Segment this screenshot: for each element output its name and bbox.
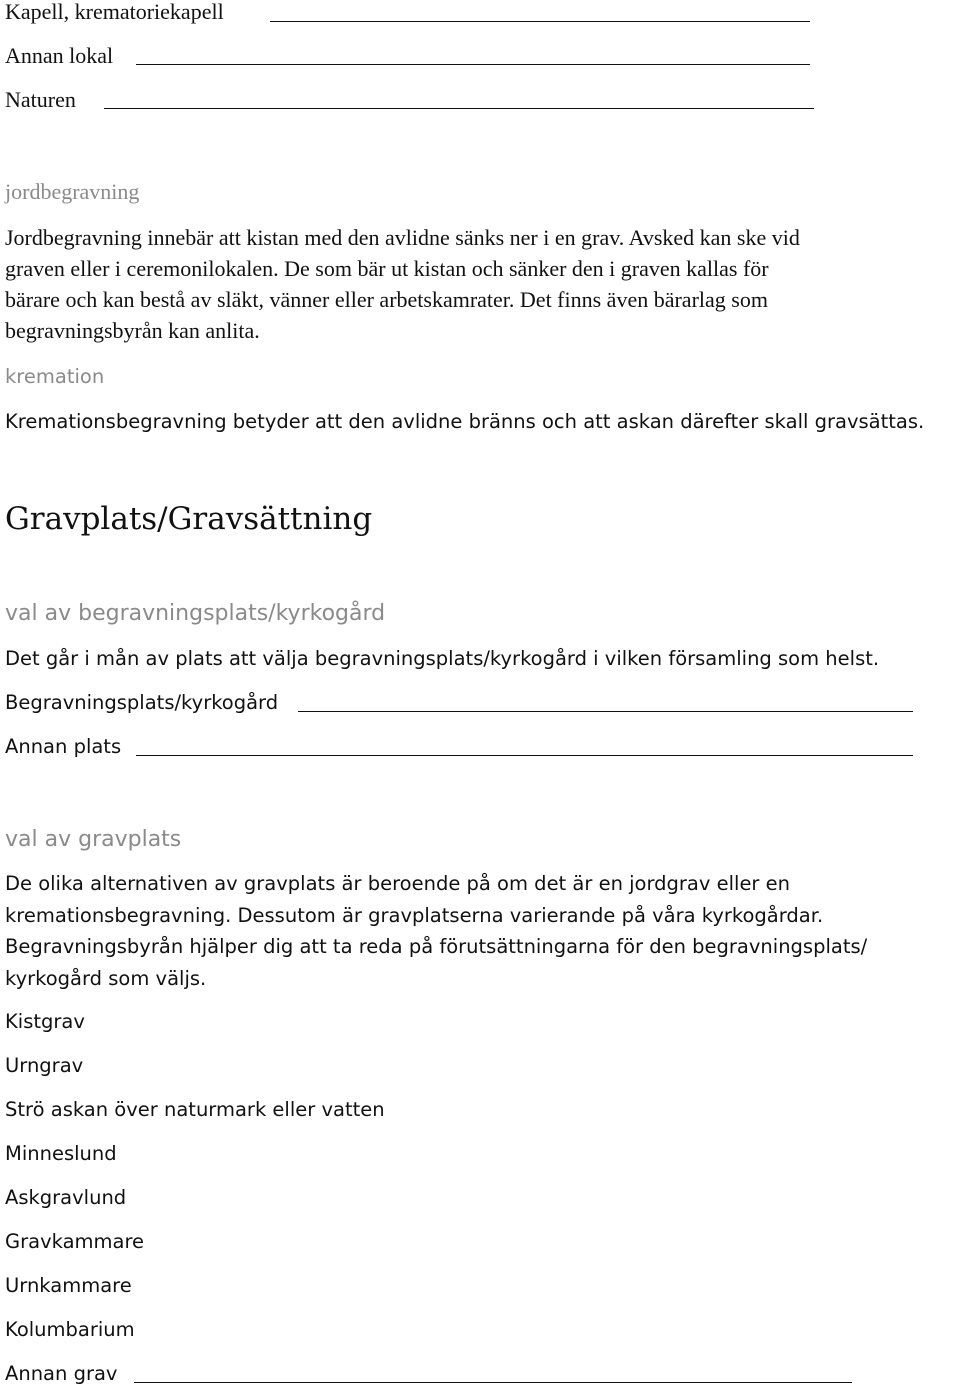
jordbegravning-line: bärare och kan bestå av släkt, vänner eller arbetskamrater. Det finns även bärarlag som bbox=[5, 287, 768, 312]
fill-line-naturen[interactable] bbox=[104, 108, 814, 109]
fill-line-begravningsplats[interactable] bbox=[298, 711, 913, 712]
heading-val-av-begravningsplats: val av begravningsplats/kyrkogård bbox=[5, 601, 386, 626]
heading-kremation: kremation bbox=[5, 365, 105, 388]
option-askgravlund: Askgravlund bbox=[5, 1186, 127, 1209]
gravplats-text-line: Begravningsbyrån hjälper dig att ta reda på förutsättningarna för den begravningsplats/ bbox=[5, 935, 868, 958]
heading-jordbegravning: jordbegravning bbox=[5, 179, 140, 204]
option-gravkammare: Gravkammare bbox=[5, 1230, 145, 1253]
option-kapell: Kapell, krematoriekapell bbox=[5, 0, 224, 24]
val-av-plats-text: Det går i mån av plats att välja begravningsplats/kyrkogård i vilken församling som helst. bbox=[5, 647, 880, 670]
option-annan-grav: Annan grav bbox=[5, 1362, 118, 1385]
option-kistgrav: Kistgrav bbox=[5, 1010, 85, 1033]
heading-val-av-gravplats: val av gravplats bbox=[5, 827, 182, 852]
gravplats-text-line: De olika alternativen av gravplats är beroende på om det är en jordgrav eller en bbox=[5, 872, 791, 895]
fill-line-annan-lokal[interactable] bbox=[136, 64, 810, 65]
field-begravningsplats: Begravningsplats/kyrkogård bbox=[5, 691, 279, 714]
fill-line-annan-plats[interactable] bbox=[136, 755, 913, 756]
option-urngrav: Urngrav bbox=[5, 1054, 84, 1077]
val-av-gravplats-paragraph bbox=[5, 868, 955, 994]
gravplats-text-line: kyrkogård som väljs. bbox=[5, 966, 207, 990]
option-urnkammare: Urnkammare bbox=[5, 1274, 132, 1297]
jordbegravning-line: Jordbegravning innebär att kistan med den avlidne sänks ner i en grav. Avsked kan ske vid bbox=[5, 225, 800, 250]
fill-line-kapell[interactable] bbox=[270, 21, 810, 22]
option-annan-lokal: Annan lokal bbox=[5, 43, 114, 68]
option-minneslund: Minneslund bbox=[5, 1142, 117, 1165]
jordbegravning-paragraph bbox=[5, 222, 955, 346]
kremation-text: Kremationsbegravning betyder att den avlidne bränns och att askan därefter skall gravsättas. bbox=[5, 410, 925, 433]
option-stro-askan: Strö askan över naturmark eller vatten bbox=[5, 1098, 385, 1121]
fill-line-annan-grav[interactable] bbox=[134, 1382, 852, 1383]
jordbegravning-line: begravningsbyrån kan anlita. bbox=[5, 318, 260, 343]
gravplats-text-line: kremationsbegravning. Dessutom är gravplatserna varierande på våra kyrkogårdar. bbox=[5, 903, 824, 927]
field-annan-plats: Annan plats bbox=[5, 735, 122, 758]
option-kolumbarium: Kolumbarium bbox=[5, 1318, 135, 1341]
section-title-gravplats: Gravplats/Gravsättning bbox=[5, 501, 373, 537]
jordbegravning-line: graven eller i ceremonilokalen. De som bär ut kistan och sänker den i graven kallas för bbox=[5, 256, 769, 281]
option-naturen: Naturen bbox=[5, 87, 76, 112]
